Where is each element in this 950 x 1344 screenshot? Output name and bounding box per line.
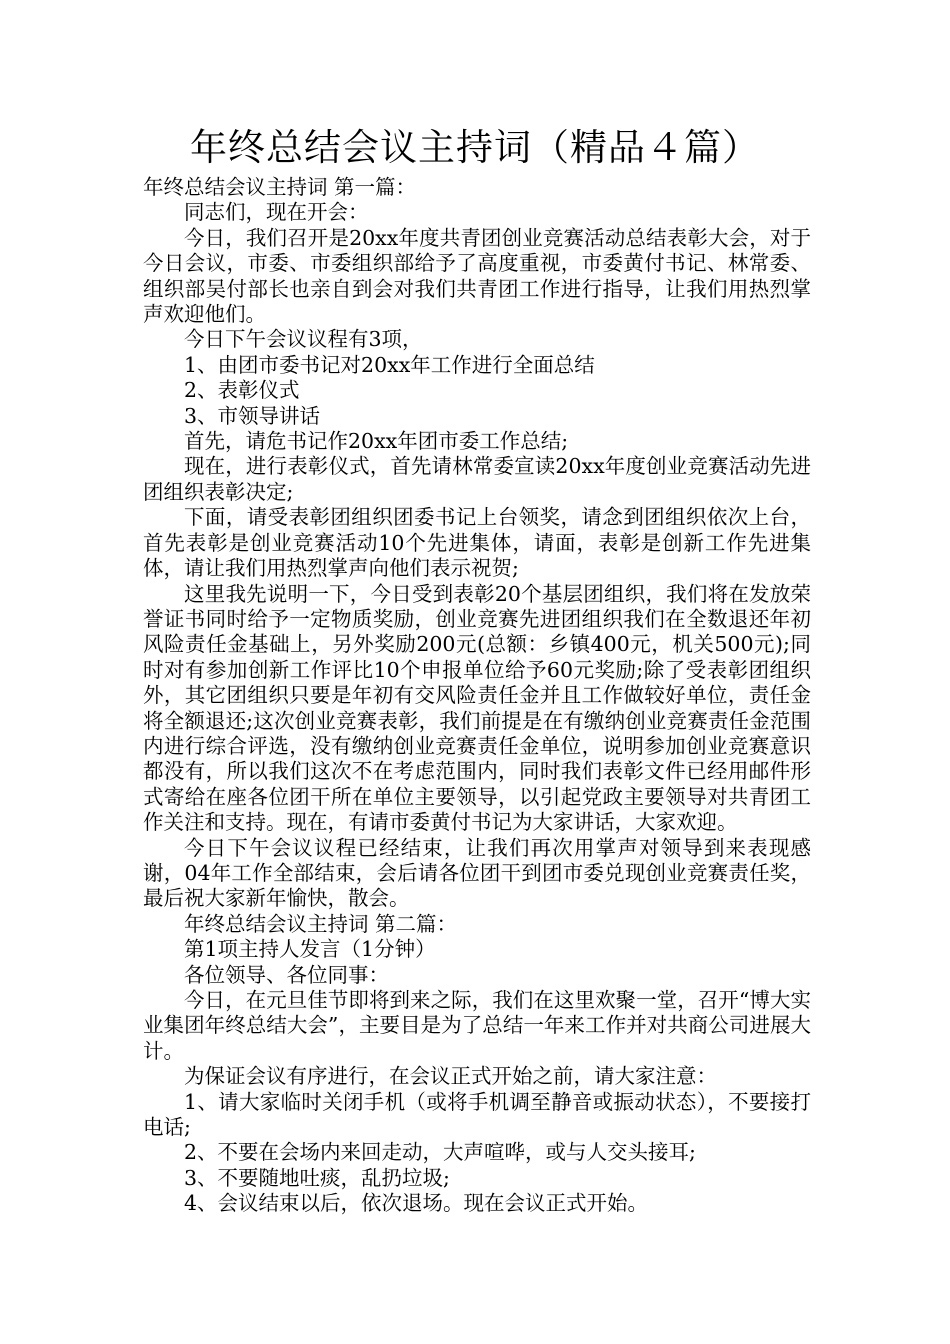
paragraph: 今日，我们召开是20xx年度共青团创业竞赛活动总结表彰大会，对于今日会议，市委、市委组织部给予了高度重视，市委黄付书记、林常委、组织部吴付部长也亲自到会对我们共青团工作进行指导，让我们用热烈掌声欢迎他们。 bbox=[143, 225, 811, 327]
paragraph: 今日下午会议议程已经结束，让我们再次用掌声对领导到来表现感谢，04年工作全部结束，会后请各位团干到团市委兑现创业竞赛责任奖，最后祝大家新年愉快，散会。 bbox=[143, 835, 811, 911]
notice-item: 4、会议结束以后，依次退场。现在会议正式开始。 bbox=[184, 1191, 649, 1216]
paragraph: 同志们，现在开会： bbox=[184, 200, 369, 225]
paragraph: 第1项主持人发言（1分钟） bbox=[184, 937, 436, 962]
notice-item: 1、请大家临时关闭手机（或将手机调至静音或振动状态），不要接打电话; bbox=[143, 1089, 811, 1140]
paragraph: 各位领导、各位同事： bbox=[184, 962, 389, 987]
section-heading-2: 年终总结会议主持词 第二篇： bbox=[184, 911, 458, 936]
agenda-item: 1、由团市委书记对20xx年工作进行全面总结 bbox=[184, 352, 595, 377]
notice-item: 2、不要在会场内来回走动，大声喧哗，或与人交头接耳; bbox=[184, 1140, 696, 1165]
paragraph: 现在，进行表彰仪式，首先请林常委宣读20xx年度创业竞赛活动先进团组织表彰决定; bbox=[143, 454, 811, 504]
section-heading-1: 年终总结会议主持词 第一篇： bbox=[143, 175, 417, 199]
paragraph: 首先，请危书记作20xx年团市委工作总结; bbox=[184, 429, 569, 454]
agenda-item: 2、表彰仪式 bbox=[184, 378, 300, 403]
paragraph: 下面，请受表彰团组织团委书记上台领奖，请念到团组织依次上台，首先表彰是创业竞赛活动10个先进集体，请面，表彰是创新工作先进集体，请让我们用热烈掌声向他们表示祝贺; bbox=[143, 505, 811, 581]
document-title: 年终总结会议主持词（精品４篇） bbox=[190, 126, 760, 169]
paragraph: 为保证会议有序进行，在会议正式开始之前，请大家注意： bbox=[184, 1064, 717, 1089]
document-body bbox=[143, 175, 811, 1217]
paragraph: 今日，在元旦佳节即将到来之际，我们在这里欢聚一堂，召开“博大实业集团年终总结大会”，主要目是为了总结一年来工作并对共商公司进展大计。 bbox=[143, 988, 811, 1063]
notice-item: 3、不要随地吐痰，乱扔垃圾; bbox=[184, 1165, 450, 1190]
paragraph: 今日下午会议议程有3项， bbox=[184, 327, 423, 352]
agenda-item: 3、市领导讲话 bbox=[184, 403, 321, 428]
paragraph: 这里我先说明一下，今日受到表彰20个基层团组织，我们将在发放荣誉证书同时给予一定物质奖励，创业竞赛先进团组织我们在全数退还年初风险责任金基础上，另外奖励200元(总额：乡镇400元，机关500元);同时对有参加创新工作评比10个申报单位给予60元奖励;除了受表彰团组织外，其它团组织只要是年初有交风险责任金并且工作做较好单位，责任金将全额退还;这次创业竞赛表彰，我们前提是在有缴纳创业竞赛责任金范围内进行综合评选，没有缴纳创业竞赛责任金单位，说明参加创业竞赛意识都没有，所以我们这次不在考虑范围内，同时我们表彰文件已经用邮件形式寄给在座各位团干所在单位主要领导，以引起党政主要领导对共青团工作关注和支持。现在，有请市委黄付书记为大家讲话，大家欢迎。 bbox=[143, 581, 811, 835]
